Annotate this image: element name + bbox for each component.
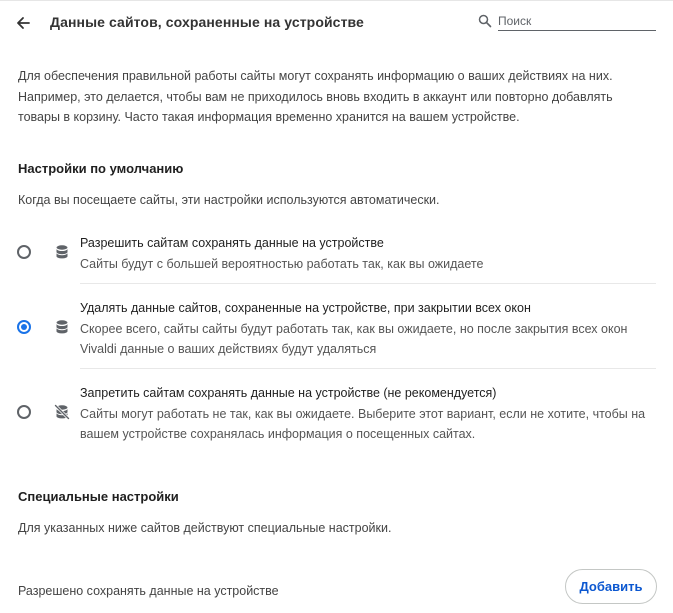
radio-block[interactable] [17, 405, 31, 419]
search-input[interactable] [498, 11, 656, 31]
option-description [80, 254, 660, 275]
option-description-line: Сайты будут с большей вероятностью работать так, как вы ожидаете [80, 256, 484, 271]
option-text [80, 233, 660, 274]
arrow-left-icon [15, 15, 31, 31]
database-icon [54, 319, 70, 335]
custom-section-description: Для указанных ниже сайтов действуют специальные настройки. [18, 521, 392, 535]
option-description-line: Vivaldi данные о ваших действиях будут удаляться [80, 342, 377, 356]
option-label: Разрешить сайтам сохранять данные на устройстве [80, 236, 384, 250]
option-description-line: вашем устройстве сохранялась информация о посещенных сайтах. [80, 427, 476, 441]
header-bar [0, 0, 673, 45]
defaults-section-title: Настройки по умолчанию [18, 161, 184, 176]
divider [80, 283, 656, 284]
option-description-line: Скорее всего, сайты сайты будут работать так, как вы ожидаете, но после закрытия всех окон [80, 321, 628, 336]
allowed-list-label: Разрешено сохранять данные на устройстве [18, 584, 279, 598]
option-description [80, 404, 660, 445]
option-label: Запретить сайтам сохранять данные на устройстве (не рекомендуется) [80, 386, 497, 400]
page-title: Данные сайтов, сохраненные на устройстве [50, 14, 364, 30]
option-block[interactable] [0, 382, 673, 446]
intro-text [18, 66, 663, 128]
search-icon [478, 14, 492, 28]
search-box[interactable] [478, 11, 658, 33]
defaults-section-description: Когда вы посещаете сайты, эти настройки используются автоматически. [18, 193, 440, 207]
back-button[interactable] [10, 11, 36, 35]
add-button[interactable]: Добавить [565, 569, 657, 604]
intro-line: товары в корзину. Часто такая информация временно хранится на вашем устройстве. [18, 110, 520, 124]
option-description [80, 319, 660, 360]
database-off-icon [54, 404, 70, 420]
option-clear-on-exit[interactable] [0, 297, 673, 361]
intro-line: Например, это делается, чтобы вам не приходилось вновь входить в аккаунт или повторно добавлять [18, 89, 613, 104]
option-text [80, 298, 660, 360]
radio-allow[interactable] [17, 245, 31, 259]
custom-section-title: Специальные настройки [18, 489, 179, 504]
radio-clear-on-exit[interactable] [17, 320, 31, 334]
option-description-line: Сайты могут работать не так, как вы ожидаете. Выберите этот вариант, если не хотите, чтобы на [80, 406, 646, 421]
intro-line: Для обеспечения правильной работы сайты могут сохранять информацию о ваших действиях на них. [18, 69, 613, 83]
option-allow[interactable] [0, 232, 673, 282]
database-icon [54, 244, 70, 260]
option-text [80, 383, 660, 445]
option-label: Удалять данные сайтов, сохраненные на устройстве, при закрытии всех окон [80, 301, 531, 315]
divider [80, 368, 656, 369]
